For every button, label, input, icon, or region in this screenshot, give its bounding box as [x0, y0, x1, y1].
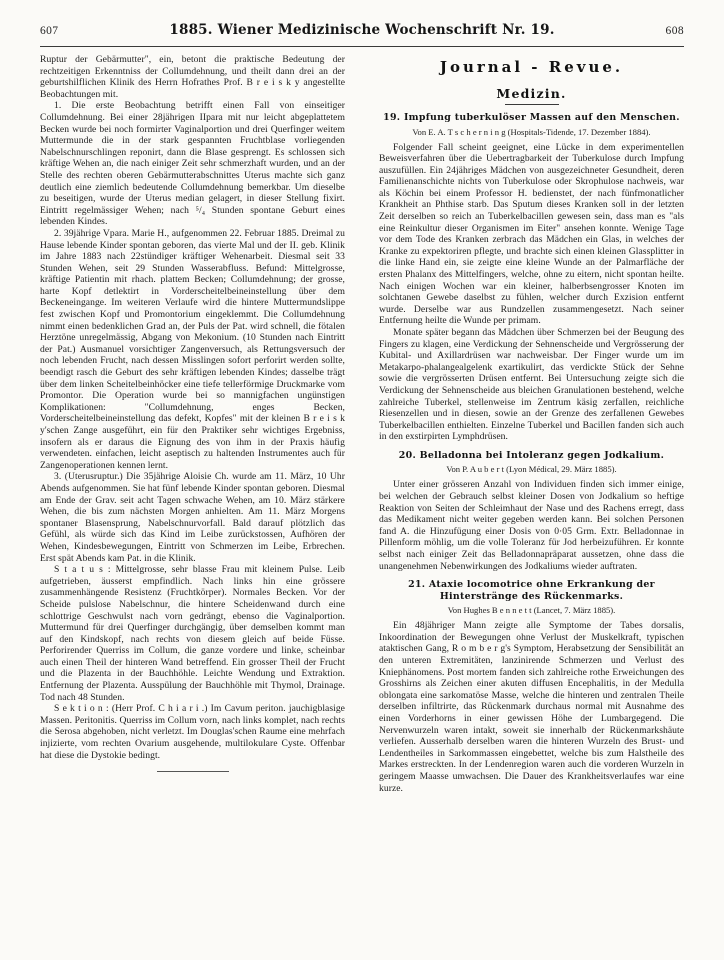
paragraph: 2. 39jährige Vpara. Marie H., aufgenommen 22. Februar 1885. Dreimal zu Hause lebende Kinder spontan geboren, das vierte Mal und der II. geb. Klinik im Jahre 1883 nach 22stündiger kräftiger Wehenarbeit. Diesmal seit 33 Stunden Wehen, seit 29 Stunden Wasserabfluss. Befund: Mittelgrosse, kräftige Patientin mit rhach. plattem Becken; Collumdehnung; der grosse, harte Kopf detlektirt in Vorderscheitelbeineinstellung über dem Beckeneingange. Im weiteren Verlaufe wird die hintere Muttermundslippe fest zwischen Kopf und Promontorium eingeklemmt. Die Collumdehnung nimmt einen bedenklichen Grad an, der Puls der Pat. wird schnell, die fötalen Herztöne unregelmässig, Abgang von Mekonium. (10 Stunden nach Eintritt der Pat.) Ausmanuel vorsichtiger Zangenversuch, als Rettungsversuch der noch lebenden Frucht, nach dessen Misslingen sofort perforirt werden sollte, beendigt rasch die Geburt des sehr kräftigen lebenden Kindes; dasselbe trägt über dem linken Scheitelbeinhöcker eine tiefe tellerförmige Druckmarke vom Promontor. Die Operation wurde bei so mannigfachen ungünstigen Komplikationen: "Collumdehnung, enges Becken, Vorderscheitelbeineinstellung das defekt, Kopfes" mit der kleinen B r e i s k y'schen Zange ausgeführt, ein für den Praktiker sehr wichtiges Ergebniss, insofern als er daraus die Eignung des von ihm in der Praxis häufig verwendeten. einfachen, leicht aseptisch zu haltenden Instrumentes auch für Zangenoperationen kennen lernt.	[40, 227, 345, 471]
article-number: 20.	[398, 449, 417, 461]
running-head	[40, 22, 684, 44]
column-gutter	[355, 54, 369, 926]
article-heading	[379, 450, 684, 462]
subsection-divider	[505, 104, 559, 105]
running-head-title: 1885. Wiener Medizinische Wochenschrift Nr. 19.	[169, 22, 555, 38]
paragraph: S e k t i o n : (Herr Prof. C h i a r i .) Im Cavum periton. jauchigblasige Massen. Peritonitis. Querriss im Collum vorn, nach links komplet, nach rechts die Serosa abgehoben, nicht verletzt. Im Douglas'schen Raume eine mehrfach injizierte, vom rechten Ovarium ausgehende, multilokulare Cyste. Offenbar hat diese die Dystokie bedingt.	[40, 703, 345, 761]
article-number: 21.	[408, 579, 426, 591]
article-title: Impfung tuberkulöser Massen auf den Menschen.	[403, 112, 680, 123]
article-number: 19.	[383, 112, 401, 123]
paragraph: Ein 48jähriger Mann zeigte alle Symptome der Tabes dorsalis, Inkoordination der Bewegungen ohne Verlust der Muskelkraft, typischen ataktischen Gang, R o m b e r g's Symptom, Herabsetzung der Sensibilität an den unteren Extremitäten, lanzinirende Schmerzen und Verlust des Kniephänomens. Post mortem fanden sich zahlreiche rothe Erweichungen des Grosshirns als Zeichen einer akuten diffusen Encephalitis, in der Medulla oblongata eine sarkomatöse Masse, welche die hinteren und zentralen Theile derselben infiltrirte, das Rückenmark durchaus normal mit Ausnahme des einen Vorderhorns in einer gewissen Höhe der Lumbargegend. Die Nervenwurzeln waren intakt, soweit sie innerhalb der Rückenmarkshäute verliefen. Ausserhalb derselben waren die hinteren Wurzeln des Brust- und Lendentheiles in Sarkommassen eingebettet, welche bis zum Halstheile des Markes erstreckten. In der Lendenregion waren auch die vorderen Wurzeln in geringem Maasse umwachsen. Die Dauer des Krankheitsverlaufes war eine kurze.	[379, 620, 684, 794]
article-heading	[379, 579, 684, 602]
folio-left: 607	[40, 25, 59, 37]
paragraph: Monate später begann das Mädchen über Schmerzen bei der Beugung des Fingers zu klagen, eine Verdickung der Sehnenscheide und Vergrösserung der Kubital- und Axillardrüsen war nachweisbar. Der Finger wurde um im Metakarpo-phalangealgelenk exartikulirt, das verdickte Stück der Sehne sowie die vergrösserten Drüsen entfernt. Bei Untersuchung zeigte sich die Verdickung der Sehnenscheide aus bleichen Granulationen bestehend, welche zahlreiche Tuberkel, stellenweise im Zentrum käsig zerfallen, reichliche Riesenzellen und in diesen, sowie an der Grenze des zerfallenen Gewebes Tuberkelbacillen enthielten. Einzelne Tuberkel und Bacillen fanden sich auch in den exstirpirten Lymphdrüsen.	[379, 327, 684, 443]
column-right	[369, 54, 684, 926]
section-title-journal-revue: Journal - Revue.	[439, 58, 624, 76]
column-end-rule	[157, 771, 229, 772]
article-byline: Von Hughes B e n n e t t (Lancet, 7. März 1885).	[447, 605, 616, 616]
paragraph: Unter einer grösseren Anzahl von Individuen finden sich immer einige, bei welchen der Gebrauch selbst kleiner Dosen von Jodkalium so heftige Reaktion von Seiten der Schleimhaut der Nase und des Rachens erregt, dass das Medikament nicht weiter gegeben werden kann. Bei solchen Personen fand A. die Hinzufügung einer Dosis von 0·05 Grm. Extr. Belladonnae in Pillenform möhlig, um die volle Toleranz für Jod herbeizuführen. Er konnte selbst nach einiger Zeit das Belladonnapräparat aussetzen, ohne dass die unangenehmen Nebenwirkungen des Jodkaliums wieder auftraten.	[379, 479, 684, 572]
article-title: Ataxie locomotrice ohne Erkrankung der Hinterstränge des Rückenmarks.	[428, 579, 655, 602]
paragraph: S t a t u s : Mittelgrosse, sehr blasse Frau mit kleinem Pulse. Leib aufgetrieben, äusserst empfindlich. Nach links hin eine grössere zusammenhängende Resistenz (Fruchtkörper). Normales Becken. Vor der Scheide pulslose Nabelschnur, die hintere Scheidenwand durch eine schlottrige Geschwulst nach vorn gedrängt, ebenso die Vaginalportion. Muttermund für drei Querfinger durchgängig, über demselben kommt man auf den Kindskopf, nach rechts von diesem gleich auf beide Füsse. Perforirender Querriss im Collum, die ganze vordere und linke, scheinbar auch einen Theil der hinteren Wand betreffend. Ein grosser Theil der Frucht und die Plazenta in der Bauchhöhle. Leichte Wendung und Extraktion. Entfernung der Plazenta. Ausspülung der Bauchhöhle mit Thymol, Drainage. Tod nach 48 Stunden.	[40, 564, 345, 703]
subsection-title-medizin: Medizin.	[496, 86, 567, 101]
page-content	[40, 22, 684, 934]
paragraph: Ruptur der Gebärmutter", ein, betont die praktische Bedeutung der rechtzeitigen Erkenntniss der Collumdehnung, und theilt dann drei an der geburtshilflichen Klinik des Herrn Hofrathes Prof. B r e i s k y angestellte Beobachtungen mit.	[40, 54, 345, 100]
article-byline: Von P. A u b e r t (Lyon Médical, 29. März 1885).	[446, 464, 617, 475]
folio-right: 608	[665, 25, 684, 37]
text-columns	[40, 54, 684, 926]
paragraph: 1. Die erste Beobachtung betrifft einen Fall von einseitiger Collumdehnung. Bei einer 28jährigen IIpara mit nur leicht abgeplattetem Becken wurde bei noch formirter Vaginalportion und drei Querfinger weitem Muttermunde die in der stark gespannten Fruchtblase vorliegenden Nabelschnurschlingen reponirt, dann die Blase gesprengt. Es schlossen sich kräftige Wehen an, die nach einiger Zeit sehr schmerzhaft wurden, und an der Stelle des rechten oberen Gebärmutterabschnittes Uterus machte sich ganz deutlich eine ziemlich bedeutende Collumdehnung bemerkbar. Um dieselbe zu beseitigen, wurde der Uterus median gelagert, in dieser Stellung fixirt. Eintritt regelmässiger Wehen; nach ⁵/₄ Stunden spontane Geburt eines lebenden Kindes.	[40, 100, 345, 228]
paragraph: Folgender Fall scheint geeignet, eine Lücke in dem experimentellen Beweisverfahren über die Uebertragbarkeit der Tuberkulose durch Impfung auszufüllen. Ein 24jähriges Mädchen von ausgezeichneter Gesundheit, deren Familienanschichte nichts von Tuberkulose oder Skrophulose nachweis, war als Köchin bei einem Professor H. bedienstet, der nach fünfmonatlicher Krankheit an Phthise starb. Das Sputum dieses Kranken soll in der letzten Zeit derselben so reich an Tuberkelbacillen gewesen sein, dass man es "als eine Reinkultur dieser Organismen im Eiter" ansehen konnte. Wenige Tage vor dem Tode des Kranken zerbrach das Mädchen ein Glas, in welches der Kranke zu expektoriren pflegte, und brachte sich einen kleinen Glassplitter in die linke Hand ein, sie zeigte eine kleine Wunde an der Palmarfläche der ersten Phalanx des Mittelfingers, welche, ohne zu eitern, nicht spontan heilte. Nach einigen Wochen war ein kleiner, halberbsengrosser Knoten im solchtanen Gewebe daselbst zu fühlen, welcher durch Exzision entfernt wurde. Derselbe war aus Rundzellen zusammengesetzt. Nach seiner Entfernung heilte die Wunde per primam.	[379, 141, 684, 327]
column-left	[40, 54, 355, 926]
article-byline: Von E. A. T s c h e r n i n g (Hospitals-Tidende, 17. Dezember 1884).	[412, 126, 651, 137]
article-title: Belladonna bei Intoleranz gegen Jodkalium.	[419, 449, 665, 461]
article-heading	[379, 112, 684, 124]
header-divider	[40, 46, 684, 47]
paragraph: 3. (Uterusruptur.) Die 35jährige Aloisie Ch. wurde am 11. März, 10 Uhr Abends aufgenommen. Sie hat fünf lebende Kinder spontan geboren. Diesmal am Ende der Grav. seit acht Tagen schwache Wehen, am 10. März stärkere Wehen, die bis zum nächsten Morgen anhielten. Am 11. März Morgens spontaner Blasensprung, Nabelschnurvorfall. Bald darauf plötzlich das Gefühl, als würde sich das Kind im Leibe zurückstossen, Aufhören der Wehen, Kindesbewegungen, Eintritt von Schmerzen im Leibe, Erbrechen. Erst spät Abends kam Pat. in die Klinik.	[40, 471, 345, 564]
